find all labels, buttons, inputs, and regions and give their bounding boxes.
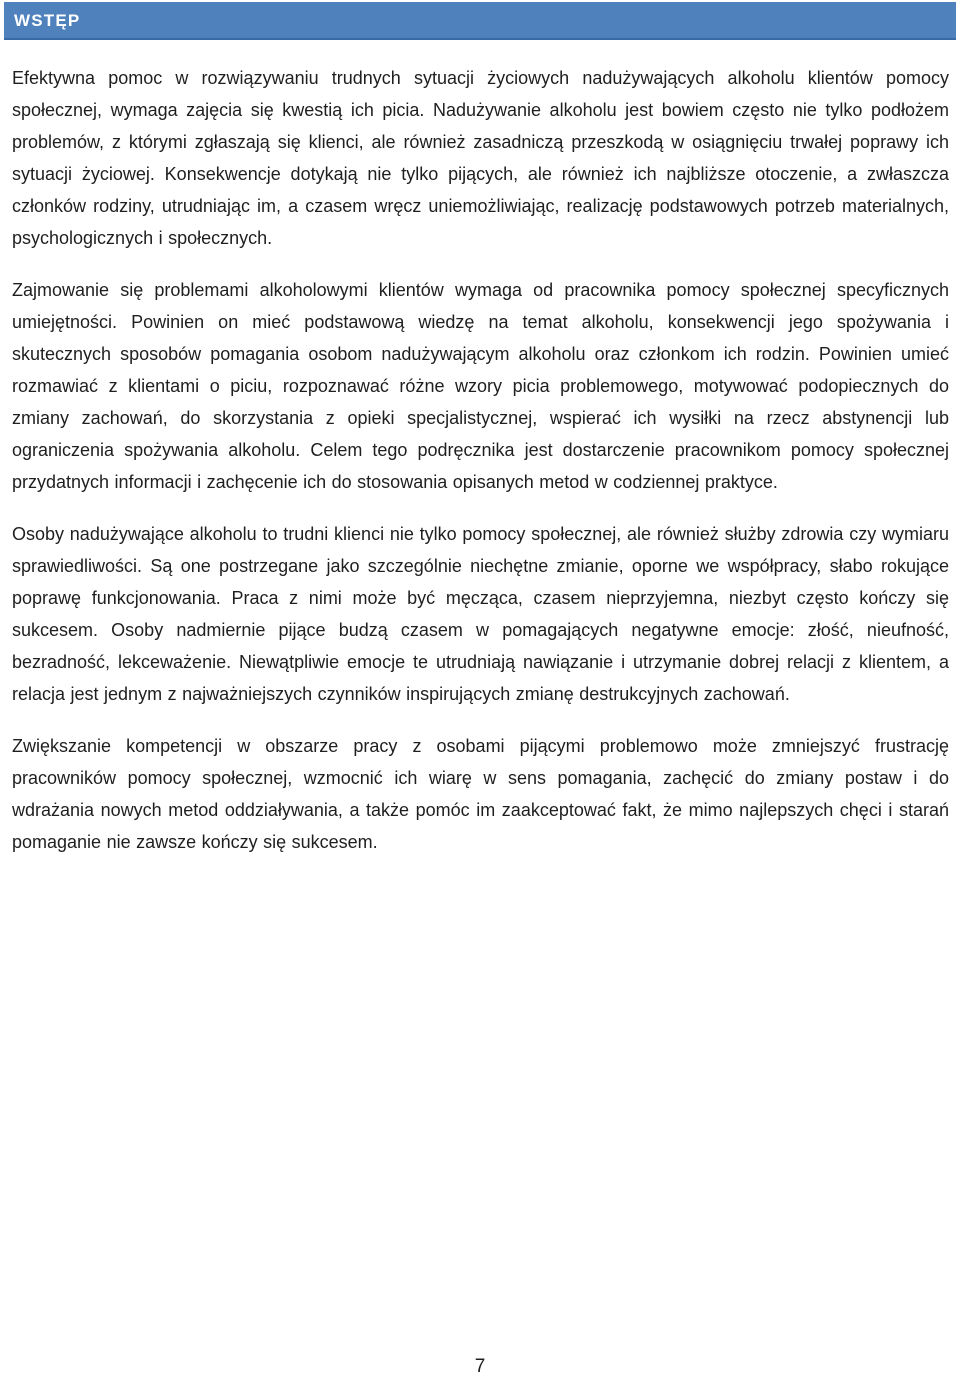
document-body bbox=[12, 62, 949, 878]
section-title: WSTĘP bbox=[14, 11, 81, 30]
section-header-bar bbox=[4, 2, 956, 40]
paragraph-1: Efektywna pomoc w rozwiązywaniu trudnych sytuacji życiowych nadużywających alkoholu klientów pomocy społecznej, wymaga zajęcia się kwestią ich picia. Nadużywanie alkoholu jest bowiem często nie tylko podłożem problemów, z którymi zgłaszają się klienci, ale również zasadniczą przeszkodą w osiągnięciu trwałej poprawy ich sytuacji życiowej. Konsekwencje dotykają nie tylko pijących, ale również ich najbliższe otoczenie, a zwłaszcza członków rodziny, utrudniając im, a czasem wręcz uniemożliwiając, realizację podstawowych potrzeb materialnych, psychologicznych i społecznych. bbox=[12, 68, 949, 248]
paragraph-2: Zajmowanie się problemami alkoholowymi klientów wymaga od pracownika pomocy społecznej specyficznych umiejętności. Powinien on mieć podstawową wiedzę na temat alkoholu, konsekwencji jego spożywania i skutecznych sposobów pomagania osobom nadużywającym alkoholu oraz członkom ich rodzin. Powinien umieć rozmawiać z klientami o piciu, rozpoznawać różne wzory picia problemowego, motywować podopiecznych do zmiany zachowań, do skorzystania z opieki specjalistycznej, wspierać ich wysiłki na rzecz abstynencji lub ograniczenia spożywania alkoholu. Celem tego podręcznika jest dostarczenie pracownikom pomocy społecznej przydatnych informacji i zachęcenie ich do stosowania opisanych metod w codziennej praktyce. bbox=[12, 280, 949, 492]
page-number: 7 bbox=[474, 1356, 486, 1377]
paragraph-3: Osoby nadużywające alkoholu to trudni klienci nie tylko pomocy społecznej, ale również służby zdrowia czy wymiaru sprawiedliwości. Są one postrzegane jako szczególnie niechętne zmianie, oporne we współpracy, słabo rokujące poprawę funkcjonowania. Praca z nimi może być męcząca, czasem nieprzyjemna, niezbyt często kończy się sukcesem. Osoby nadmiernie pijące budzą czasem w pomagających negatywne emocje: złość, nieufność, bezradność, lekceważenie. Niewątpliwie emocje te utrudniają nawiązanie i utrzymanie dobrej relacji z klientem, a relacja jest jednym z najważniejszych czynników inspirujących zmianę destrukcyjnych zachowań. bbox=[12, 524, 949, 704]
paragraph-4: Zwiększanie kompetencji w obszarze pracy z osobami pijącymi problemowo może zmniejszyć frustrację pracowników pomocy społecznej, wzmocnić ich wiarę w sens pomagania, zachęcić do zmiany postaw i do wdrażania nowych metod oddziaływania, a także pomóc im zaakceptować fakt, że mimo najlepszych chęci i starań pomaganie nie zawsze kończy się sukcesem. bbox=[12, 736, 949, 852]
